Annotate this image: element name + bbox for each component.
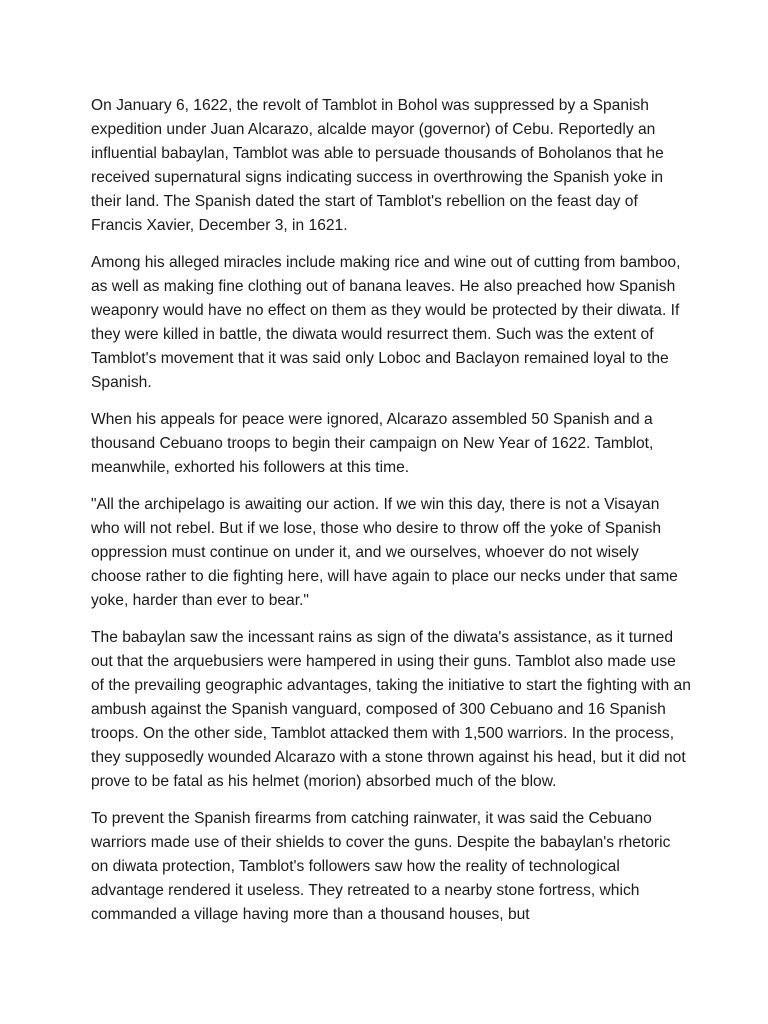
paragraph-2: Among his alleged miracles include making rice and wine out of cutting from bamboo, as well as making fine clothing out of banana leaves. He also preached how Spanish weaponry would have no effect on them as they would be protected by their diwata. If they were killed in battle, the diwata would resurrect them. Such was the extent of Tamblot's movement that it was said only Loboc and Baclayon remained loyal to the Spanish. — [91, 254, 681, 391]
document-body — [91, 94, 691, 940]
paragraph-4-quote: "All the archipelago is awaiting our action. If we win this day, there is not a Visayan who will not rebel. But if we lose, those who desire to throw off the yoke of Spanish oppression must continue on under it, and we ourselves, whoever do not wisely choose rather to die fighting here, will have again to place our necks under that same yoke, harder than ever to bear." — [91, 496, 678, 609]
paragraph-5: The babaylan saw the incessant rains as sign of the diwata's assistance, as it turned out that the arquebusiers were hampered in using their guns. Tamblot also made use of the prevailing geographic advantages, taking the initiative to start the fighting with an ambush against the Spanish vanguard, composed of 300 Cebuano and 16 Spanish troops. On the other side, Tamblot attacked them with 1,500 warriors. In the process, they supposedly wounded Alcarazo with a stone thrown against his head, but it did not prove to be fatal as his helmet (morion) absorbed much of the blow. — [91, 629, 691, 790]
paragraph-1: On January 6, 1622, the revolt of Tamblot in Bohol was suppressed by a Spanish expedition under Juan Alcarazo, alcalde mayor (governor) of Cebu. Reportedly an influential babaylan, Tamblot was able to persuade thousands of Boholanos that he received supernatural signs indicating success in overthrowing the Spanish yoke in their land. The Spanish dated the start of Tamblot's rebellion on the feast day of Francis Xavier, December 3, in 1621. — [91, 97, 664, 234]
paragraph-3: When his appeals for peace were ignored, Alcarazo assembled 50 Spanish and a thousand Cebuano troops to begin their campaign on New Year of 1622. Tamblot, meanwhile, exhorted his followers at this time. — [91, 411, 654, 476]
paragraph-6: To prevent the Spanish firearms from catching rainwater, it was said the Cebuano warriors made use of their shields to cover the guns. Despite the babaylan's rhetoric on diwata protection, Tamblot's followers saw how the reality of technological advantage rendered it useless. They retreated to a nearby stone fortress, which commanded a village having more than a thousand houses, but — [91, 810, 671, 923]
